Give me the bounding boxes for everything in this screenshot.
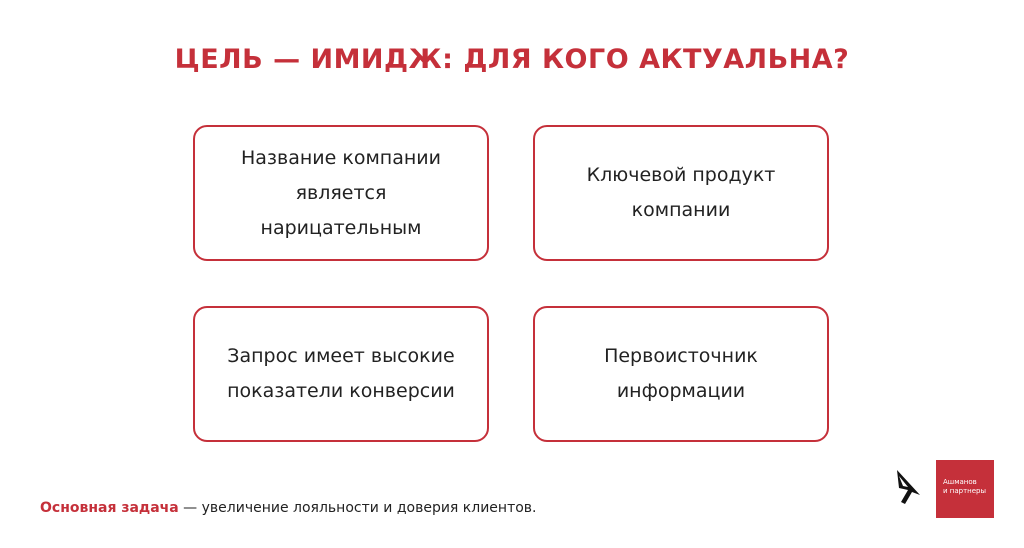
card-text	[571, 158, 792, 228]
brand-name-line1: Ашманов	[943, 478, 977, 486]
brand-name-line2: и партнеры	[943, 487, 987, 495]
card-line: Запрос имеет высокие	[227, 345, 455, 367]
card-key-product	[533, 125, 829, 261]
card-line: показатели конверсии	[227, 380, 455, 402]
card-company-name-generic	[193, 125, 489, 261]
card-text	[225, 141, 457, 246]
card-line: Название компании	[241, 146, 441, 169]
card-high-conversion	[193, 306, 489, 442]
brand-logo-box	[936, 460, 994, 518]
card-line: информации	[616, 380, 746, 402]
footer-note	[40, 498, 537, 518]
card-line: компании	[631, 199, 731, 221]
card-line: нарицательным	[260, 216, 422, 239]
card-line: Первоисточник	[604, 345, 758, 367]
cursor-a-logo-icon	[895, 469, 921, 505]
card-primary-source	[533, 306, 829, 442]
card-text	[211, 339, 471, 409]
footer-rest: — увеличение лояльности и доверия клиентов.	[178, 500, 537, 516]
slide-title: ЦЕЛЬ — ИМИДЖ: ДЛЯ КОГО АКТУАЛЬНА?	[174, 44, 850, 75]
footer-accent: Основная задача	[40, 500, 179, 516]
card-text	[588, 339, 774, 409]
card-line: является	[295, 181, 387, 204]
card-line: Ключевой продукт	[586, 164, 776, 186]
